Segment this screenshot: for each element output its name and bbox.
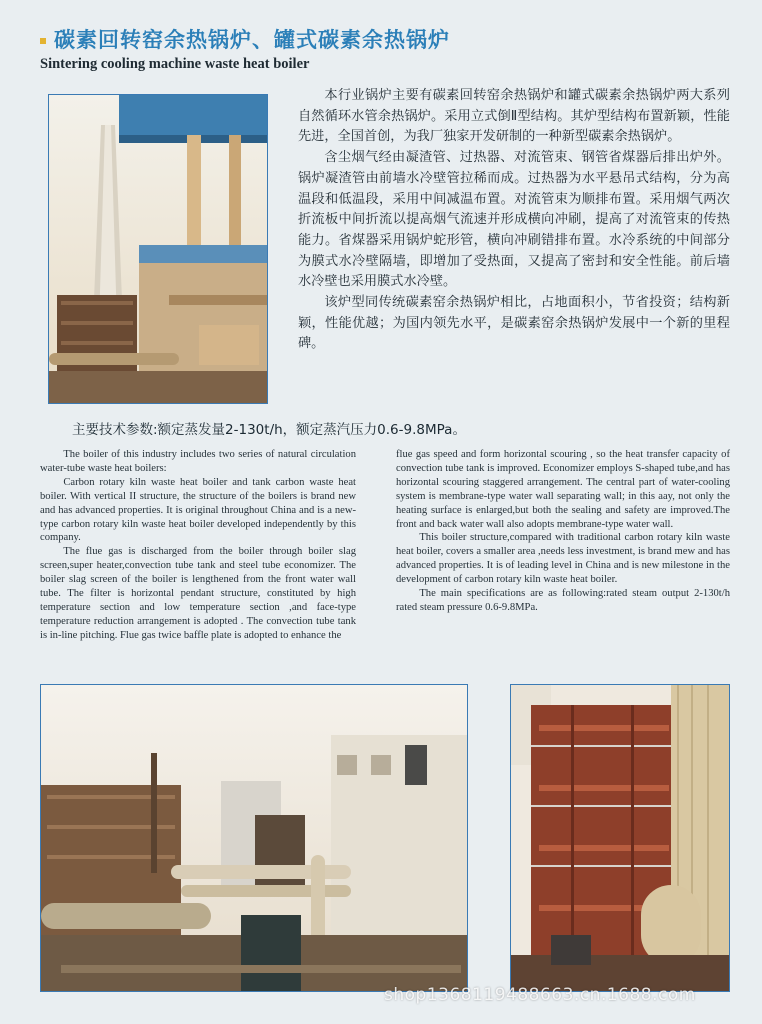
en-left-paragraph-1: The boiler of this industry includes two series of natural circulation water-tube waste heat boilers: [40,449,356,474]
english-column-right [396,448,730,615]
cn-paragraph-3: 该炉型同传统碳素窑余热锅炉相比，占地面积小，节省投资；结构新颖，性能优越；为国内领先水平，是碳素窑余热锅炉发展中一个新的里程碑。 [298,295,730,352]
boiler-plant-photo-top [48,94,268,404]
title-bullet [40,38,46,44]
boiler-pipes-photo-bottom [40,684,468,992]
title-cn-text: 碳素回转窑余热锅炉、罐式碳素余热锅炉 [54,28,450,52]
en-left-paragraph-2: Carbon rotary kiln waste heat boiler and tank carbon waste heat boiler. With vertical II structure, the structure of the boilers is brand new and has advanced properties. It is original throughout China and is a new-type carbon rotary kiln waste heat boiler developed independently by this company. [40,476,356,544]
cn-paragraph-1: 本行业锅炉主要有碳素回转窑余热锅炉和罐式碳素余热锅炉两大系列自然循环水管余热锅炉。采用立式倒Ⅱ型结构。其炉型结构布置新颖，性能先进，全国首创，为我厂独家开发研制的一种新型碳素余热锅炉。 [298,88,730,145]
en-right-paragraph-3: The main specifications are as following:rated steam output 2-130t/h rated steam pressure 0.6-9.8MPa. [396,588,730,613]
en-right-paragraph-2: This boiler structure,compared with traditional carbon rotary kiln waste heat boiler, covers a smaller area ,needs less investment, is brand mew and has advanced properties. It is of leading level in China and is new milestone in the development of carbon rotary kiln waste heat boiler. [396,532,730,586]
shop-watermark: shop1368119488663.cn.1688.com [384,985,696,1005]
cn-paragraph-2: 含尘烟气经由凝渣管、过热器、对流管束、钢管省煤器后排出炉外。锅炉凝渣管由前墙水冷壁管拉稀而成。过热器为水平悬吊式结构，分为高温段和低温段，采用中间减温布置。对流管束为顺排布置。采用烟气两次折流板中间折流以提高烟气流速并形成横向冲刷，提高了对流管束的传热能力。省煤器采用锅炉蛇形管，横向冲刷错排布置。水冷系统的中间部分为膜式水冷壁隔墙，即增加了受热面，又提高了密封和安全性能。前后墙水冷壁也采用膜式水冷壁。 [298,150,730,290]
boiler-steel-frame-photo [510,684,730,992]
english-column-left [40,448,356,643]
page-title-cn [40,24,740,54]
en-left-paragraph-3: The flue gas is discharged from the boiler through boiler slag screen,super heater,convection tube tank and steel tube economizer. The boiler slag screen of the boiler is lengthened from the front water wall tube. The filter is horizontal pendant structure, constituted by high temperature section and low temperature section ,and face-type temperature reduction arrangement is adopted . The convection tube tank is in-line pitching. Flue gas twice baffle plate is adopted to enhance the [40,546,356,641]
chinese-description [298,86,730,355]
page-title-en: Sintering cooling machine waste heat boiler [40,56,310,72]
main-specifications-cn: 主要技术参数:额定蒸发量2-130t/h，额定蒸汽压力0.6-9.8MPa。 [72,422,466,438]
en-right-paragraph-1: flue gas speed and form horizontal scouring , so the heat transfer capacity of convection tube tank is improved. Economizer employs S-shaped tube,and has horizontal scouring staggered arrangement. The central part of water-cooling system is membrane-type water wall separating wall; in this aay, not only the heating surface is enlarged,but both the sealing and safety are improved.The front and back water wall also adopts membrane-type water wall. [396,449,730,530]
